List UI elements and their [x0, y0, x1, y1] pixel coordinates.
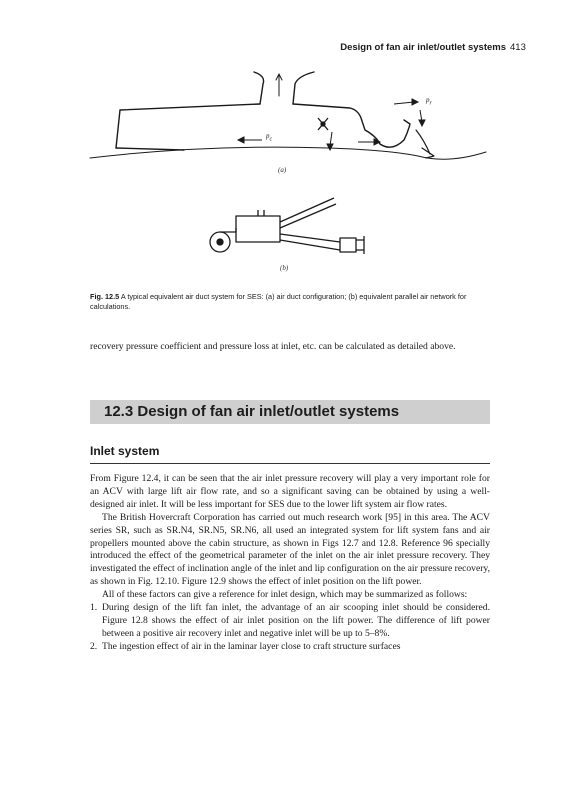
- inlet-duct-right: [293, 72, 314, 104]
- fan-rotor: [318, 118, 328, 130]
- bow-skirt: [416, 130, 434, 158]
- subsection-rule: [90, 463, 490, 464]
- numbered-list: [90, 602, 490, 654]
- panel-a-label: (a): [278, 166, 287, 174]
- list-item: 1. During design of the lift fan inlet, the advantage of an air scooping inlet should be considered. Figure 12.8 shows the effect of air inlet position on the lift power. The difference of lift power between a positive air recovery inlet and negative inlet will be up to 5–8%.: [90, 602, 490, 639]
- page-number: 413: [510, 42, 526, 53]
- parallel-network-drawing: [210, 198, 364, 254]
- running-header-title: Design of fan air inlet/outlet systems: [340, 42, 506, 53]
- hull-outline: [116, 104, 410, 148]
- panel-b-label: (b): [280, 264, 289, 272]
- inlet-duct-left: [254, 72, 264, 104]
- figure-12-5: [88, 70, 488, 280]
- paragraph: The British Hovercraft Corporation has carried out much research work [95] in this area. The ACV series SR, such as SR.N4, SR.N5, SR.N6, all used an integrated system for lift system fans and air propellers mounted above the cabin structure, as shown in Figs 12.7 and 12.8. Reference 96 specially introduced the effect of the geometrical parameter of the inlet on the air inlet pressure recovery. They investigated the effect of inclination angle of the inlet and lip configuration on the air pressure recovery, as shown in Fig. 12.10. Figure 12.9 shows the effect of inlet position on the lift power.: [90, 511, 490, 588]
- list-item: 2. The ingestion effect of air in the laminar layer close to craft structure surfaces: [90, 640, 401, 652]
- body-text: [90, 473, 490, 654]
- pressure-label-cushion: $p_c$: [266, 132, 273, 143]
- figure-caption-text: A typical equivalent air duct system for SES: (a) air duct configuration; (b) equivalent parallel air network for calculations.: [90, 292, 467, 311]
- section-heading: 12.3 Design of fan air inlet/outlet systems: [90, 400, 490, 424]
- figure-caption-label: Fig. 12.5: [90, 292, 120, 301]
- subsection-heading: Inlet system: [90, 444, 160, 458]
- hull-bottom: [116, 148, 184, 150]
- paragraph: From Figure 12.4, it can be seen that the air inlet pressure recovery will play a very important role for an ACV with large lift air flow rate, and so a significant saving can be obtained by using a well-designed air inlet. It will be less important for SES due to the lower lift system air flow rates.: [90, 473, 490, 510]
- pressure-label-recovery: $p_r$: [426, 96, 432, 107]
- flow-arrow-top: [394, 102, 414, 104]
- figure-caption: [90, 292, 490, 312]
- continuation-paragraph: recovery pressure coefficient and pressure loss at inlet, etc. can be calculated as detailed above.: [90, 341, 456, 352]
- paragraph: All of these factors can give a reference for inlet design, which may be summarized as follows:: [102, 589, 468, 601]
